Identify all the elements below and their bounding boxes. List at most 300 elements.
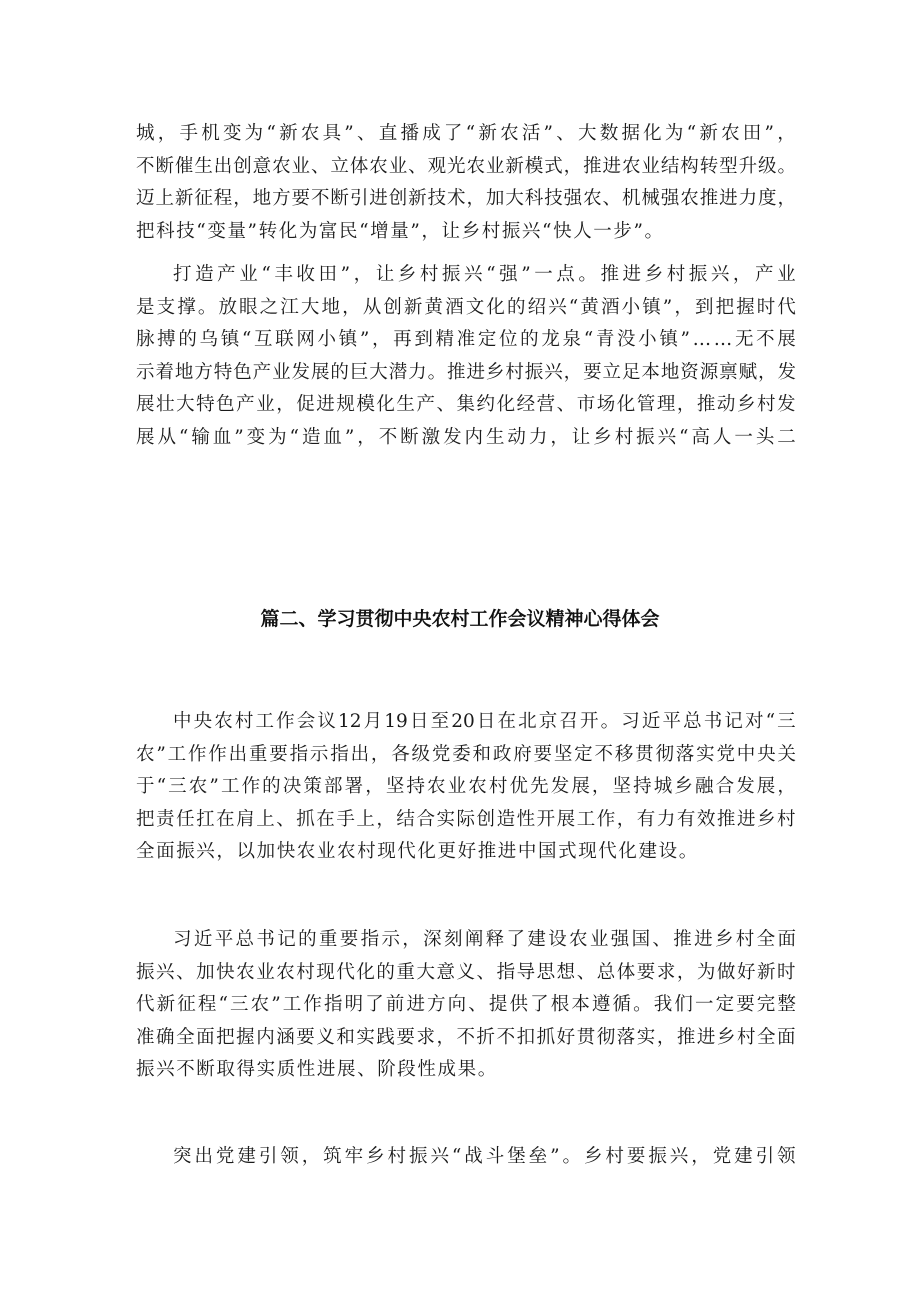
text-glyph: 到 — [694, 296, 714, 318]
text-glyph: 示 — [381, 929, 400, 950]
text-glyph: 撑 — [177, 296, 196, 318]
text-glyph: 青 — [595, 329, 615, 350]
text-glyph: 村 — [605, 1146, 624, 1167]
text-glyph: 19 — [384, 711, 408, 732]
text-glyph: 龙 — [541, 329, 560, 350]
text-glyph: 化 — [486, 296, 505, 318]
text-glyph: 根 — [550, 994, 570, 1015]
text-glyph: 、 — [652, 929, 671, 950]
text-glyph: 镇 — [642, 296, 661, 318]
text-glyph: 议 — [317, 711, 336, 732]
text-glyph: 重 — [318, 929, 338, 950]
text-glyph: 。 — [633, 994, 652, 1015]
text-glyph: 眼 — [239, 296, 258, 318]
text-glyph: 们 — [674, 994, 693, 1015]
text-glyph: 求 — [656, 961, 676, 983]
text-glyph: ， — [732, 264, 752, 285]
text-glyph: 新 — [699, 123, 718, 144]
text-glyph: 引 — [755, 1146, 775, 1167]
text-glyph: 党 — [712, 1146, 732, 1167]
text-glyph: 月 — [363, 711, 383, 732]
text-glyph: 地 — [174, 361, 194, 383]
text-glyph: 实 — [696, 743, 715, 765]
text-glyph: 乡 — [397, 264, 417, 285]
text-glyph: 着 — [155, 361, 174, 383]
text-glyph: 业 — [272, 361, 291, 383]
text-glyph: 工 — [167, 743, 187, 765]
text-glyph: 文 — [465, 296, 485, 318]
text-glyph: 产 — [236, 394, 255, 415]
text-line — [136, 1022, 796, 1055]
text-glyph: ， — [353, 264, 373, 285]
text-glyph: 工 — [220, 776, 240, 797]
text-glyph: 委 — [452, 743, 471, 765]
text-glyph: 推 — [583, 155, 602, 177]
text-line — [136, 357, 796, 390]
text-glyph: 面 — [777, 929, 796, 950]
text-glyph: 业 — [777, 264, 796, 285]
text-glyph: 变 — [246, 426, 266, 448]
text-glyph: 意 — [252, 155, 272, 177]
text-glyph: 、 — [476, 961, 496, 983]
text-glyph: 上 — [356, 808, 375, 830]
text-glyph: 不 — [496, 1026, 516, 1048]
text-glyph: “ — [765, 711, 776, 732]
text-glyph: 模 — [356, 394, 375, 415]
text-glyph: 特 — [196, 394, 215, 415]
text-glyph: 手 — [336, 808, 355, 830]
text-glyph: 。 — [427, 361, 447, 383]
text-glyph: 坚 — [553, 743, 573, 765]
text-glyph: 于 — [136, 776, 155, 797]
text-glyph: 的 — [330, 361, 349, 383]
text-line — [136, 989, 796, 1022]
text-glyph: 书 — [256, 929, 275, 950]
text-glyph: 本 — [641, 361, 660, 383]
text-glyph: 中 — [736, 743, 756, 765]
text-glyph: 脉 — [136, 329, 155, 350]
text-glyph: 据 — [621, 123, 640, 144]
text-glyph: 乡 — [366, 1146, 385, 1167]
text-glyph: 加 — [196, 961, 215, 983]
text-glyph: 了 — [530, 994, 549, 1015]
text-glyph: ， — [301, 1146, 321, 1167]
text-glyph: 农 — [272, 155, 291, 177]
text-glyph: 网 — [296, 329, 315, 350]
text-glyph: ， — [777, 188, 796, 209]
text-glyph: 。 — [600, 711, 620, 732]
text-glyph: 大 — [416, 961, 435, 983]
text-glyph: 有 — [636, 808, 656, 830]
text-glyph: 国 — [631, 929, 651, 950]
text-glyph: 村 — [614, 426, 634, 448]
text-glyph: 思 — [536, 961, 556, 983]
text-glyph: ， — [758, 361, 777, 383]
text-glyph: 合 — [715, 776, 735, 797]
text-glyph: 度 — [758, 188, 777, 209]
text-glyph: 构 — [680, 155, 699, 177]
text-glyph: 全 — [176, 1026, 195, 1048]
text-glyph: 展 — [136, 394, 155, 415]
text-glyph: 振 — [636, 426, 655, 448]
text-glyph: 深 — [423, 929, 442, 950]
text-glyph: ， — [563, 361, 583, 383]
text-glyph: 要 — [269, 743, 288, 765]
text-glyph: 收 — [296, 264, 315, 285]
text-glyph: 指 — [324, 994, 343, 1015]
text-glyph: “ — [241, 329, 252, 350]
text-glyph: 不 — [310, 188, 330, 209]
text-glyph: 的 — [506, 296, 526, 318]
text-glyph: 领 — [280, 1146, 299, 1167]
text-glyph: 创 — [388, 188, 408, 209]
text-line — [136, 739, 796, 772]
text-glyph: 乡 — [756, 808, 776, 830]
text-glyph: 实 — [636, 1026, 656, 1048]
text-glyph: 结 — [396, 808, 415, 830]
text-glyph: 推 — [699, 188, 719, 209]
text-glyph: 全 — [756, 1026, 776, 1048]
text-glyph: 突 — [173, 1146, 192, 1167]
text-glyph: 政 — [492, 743, 512, 765]
text-glyph: 创 — [476, 808, 496, 830]
text-glyph: 再 — [393, 329, 412, 350]
text-glyph: 出 — [228, 743, 248, 765]
text-glyph: 色 — [216, 394, 235, 415]
text-glyph: 决 — [282, 776, 302, 797]
text-glyph: 发 — [291, 361, 311, 383]
text-glyph: 促 — [296, 394, 315, 415]
text-glyph: “ — [261, 264, 271, 285]
text-glyph: 业 — [485, 155, 505, 177]
text-glyph: 不 — [136, 155, 155, 177]
text-glyph: 好 — [556, 1026, 576, 1048]
text-glyph: 结 — [660, 155, 680, 177]
text-glyph: ， — [233, 188, 252, 209]
text-glyph: 黄 — [580, 296, 599, 318]
text-glyph: 加 — [485, 188, 505, 209]
text-glyph: 乡 — [644, 264, 664, 285]
text-glyph: 在 — [216, 808, 235, 830]
text-glyph: 地 — [321, 296, 340, 318]
text-glyph: ” — [156, 743, 166, 765]
text-glyph: ， — [436, 1026, 455, 1048]
text-glyph: 前 — [385, 994, 405, 1015]
text-glyph: ， — [674, 296, 693, 318]
text-glyph: 集 — [456, 394, 476, 415]
text-glyph: 彻 — [596, 1026, 616, 1048]
text-glyph: ” — [340, 264, 351, 285]
text-glyph: 折 — [476, 1026, 496, 1048]
text-line: 把科技“变量”转化为富民“增量”，让乡村振兴“快人一步”。 — [136, 220, 665, 242]
text-glyph: 的 — [520, 329, 539, 350]
text-glyph: 化 — [356, 961, 375, 983]
text-glyph: 明 — [344, 994, 364, 1015]
text-glyph: ， — [402, 929, 421, 950]
text-glyph: 新 — [403, 296, 423, 318]
text-glyph: 业 — [447, 776, 467, 797]
text-glyph: ， — [276, 394, 295, 415]
text-glyph: 业 — [256, 394, 275, 415]
text-glyph: 握 — [736, 296, 755, 318]
text-glyph: 落 — [675, 743, 695, 765]
text-glyph: 兴 — [669, 1146, 689, 1167]
text-glyph: 业 — [239, 264, 258, 285]
text-glyph: 动 — [507, 426, 526, 448]
text-glyph: “ — [289, 426, 299, 448]
text-glyph: 的 — [262, 776, 281, 797]
text-glyph: ” — [764, 123, 774, 144]
text-glyph: 时 — [756, 296, 776, 318]
text-glyph: 振 — [136, 961, 155, 983]
text-glyph: 精 — [435, 329, 454, 350]
text-glyph: 管 — [636, 394, 656, 415]
text-glyph: 立 — [602, 361, 622, 383]
text-glyph: 理 — [656, 394, 676, 415]
text-glyph: 策 — [303, 776, 322, 797]
text-glyph: 展 — [777, 329, 796, 350]
text-glyph: ” — [359, 329, 370, 350]
text-glyph: ” — [521, 264, 531, 285]
text-glyph: 推 — [676, 1026, 696, 1048]
text-glyph: 定 — [715, 994, 735, 1015]
text-glyph: 提 — [488, 994, 508, 1015]
text-glyph: 发 — [777, 361, 796, 383]
text-glyph: 工 — [576, 808, 596, 830]
text-glyph: 定 — [477, 329, 497, 350]
text-glyph: 示 — [136, 361, 155, 383]
text-glyph: 农 — [214, 711, 233, 732]
text-line — [136, 183, 796, 216]
text-glyph: 责 — [156, 808, 175, 830]
text-glyph: ， — [676, 961, 696, 983]
text-glyph: 禀 — [719, 361, 738, 383]
text-glyph: 关 — [777, 743, 796, 765]
text-glyph: 进 — [696, 1026, 716, 1048]
text-glyph: 出 — [350, 743, 370, 765]
text-glyph: 抓 — [536, 1026, 556, 1048]
text-glyph: 源 — [699, 361, 719, 383]
text-line — [136, 957, 796, 990]
text-glyph: 内 — [464, 426, 484, 448]
text-glyph: 兴 — [156, 961, 175, 983]
text-glyph: 上 — [155, 188, 174, 209]
text-glyph: 、 — [468, 994, 487, 1015]
text-glyph: 营 — [536, 394, 556, 415]
text-glyph: 机 — [201, 123, 220, 144]
text-glyph: 联 — [275, 329, 294, 350]
text-glyph: 扛 — [196, 808, 215, 830]
text-glyph: 把 — [136, 808, 155, 830]
text-glyph: 大 — [369, 361, 388, 383]
text-glyph: 方 — [194, 361, 213, 383]
text-glyph: 人 — [712, 426, 732, 448]
text-glyph: 把 — [216, 1026, 235, 1048]
text-glyph: ， — [376, 808, 395, 830]
text-glyph: 到 — [414, 329, 433, 350]
text-glyph: 乡 — [714, 929, 734, 950]
text-glyph: 重 — [248, 743, 268, 765]
text-glyph: 强 — [660, 188, 680, 209]
text-glyph: 生 — [485, 426, 505, 448]
text-glyph: 贯 — [635, 743, 654, 765]
text-glyph: 断 — [400, 426, 419, 448]
text-line — [136, 118, 796, 151]
paragraph-party-building — [136, 1141, 796, 1174]
text-glyph: 田 — [742, 123, 762, 144]
text-glyph: 发 — [550, 776, 570, 797]
text-glyph: 、 — [556, 123, 575, 144]
text-glyph: 彻 — [655, 743, 674, 765]
text-glyph: 、 — [556, 394, 576, 415]
text-glyph: 血 — [323, 426, 342, 448]
text-glyph: 引 — [349, 188, 369, 209]
text-glyph: 书 — [703, 711, 723, 732]
text-glyph: 代 — [136, 994, 155, 1015]
text-glyph: 有 — [676, 808, 696, 830]
text-glyph: 业 — [388, 155, 408, 177]
text-glyph: 近 — [193, 929, 213, 950]
text-glyph: 乡 — [593, 426, 612, 448]
text-glyph: 际 — [456, 808, 476, 830]
text-glyph: 新 — [505, 155, 524, 177]
text-glyph: 堡 — [507, 1146, 526, 1167]
text-glyph: 发 — [736, 776, 755, 797]
text-glyph: 互 — [253, 329, 273, 350]
text-glyph: 进 — [622, 264, 642, 285]
text-glyph: 资 — [680, 361, 699, 383]
text-line — [136, 292, 796, 325]
text-glyph: 三 — [168, 776, 187, 797]
text-glyph: 新 — [478, 123, 497, 144]
text-glyph: 性 — [516, 808, 536, 830]
text-glyph: 农 — [369, 155, 388, 177]
text-line: 全面振兴，以加快农业农村现代化更好推进中国式现代化建设。 — [136, 841, 699, 862]
text-glyph: ， — [777, 123, 796, 144]
text-glyph: 创 — [383, 296, 402, 318]
text-glyph: 村 — [736, 1026, 756, 1048]
text-glyph: 式 — [544, 155, 563, 177]
text-glyph: 出 — [213, 155, 233, 177]
text-glyph: 牢 — [344, 1146, 364, 1167]
text-glyph: 引 — [258, 1146, 278, 1167]
text-glyph: 变 — [222, 123, 242, 144]
text-glyph: 进 — [694, 929, 713, 950]
text-glyph: 绍 — [527, 296, 547, 318]
text-glyph: 供 — [509, 994, 528, 1015]
text-glyph: 全 — [756, 929, 776, 950]
text-glyph: 为 — [244, 123, 264, 144]
text-glyph: 要 — [396, 1026, 415, 1048]
section-heading: 篇二、学习贯彻中央农村工作会议精神心得体会 — [260, 608, 660, 630]
text-glyph: 刻 — [443, 929, 463, 950]
text-glyph: 足 — [621, 361, 641, 383]
text-glyph: 署 — [344, 776, 364, 797]
text-glyph: 北 — [518, 711, 537, 732]
text-glyph: 振 — [688, 264, 708, 285]
text-glyph: 升 — [738, 155, 758, 177]
text-glyph: 各 — [391, 743, 410, 765]
text-glyph: 力 — [738, 188, 758, 209]
text-glyph: 化 — [376, 394, 395, 415]
text-glyph: 作 — [241, 776, 261, 797]
text-glyph: 创 — [233, 155, 252, 177]
text-glyph: 、 — [602, 188, 622, 209]
text-glyph: 要 — [296, 1026, 315, 1048]
text-glyph: 为 — [664, 123, 684, 144]
text-glyph: 振 — [648, 1146, 667, 1167]
text-glyph: 农 — [721, 123, 740, 144]
text-glyph: 战 — [464, 1146, 483, 1167]
text-glyph: 没 — [616, 329, 636, 350]
text-glyph: 设 — [548, 929, 567, 950]
text-glyph: 央 — [193, 711, 213, 732]
text-glyph: 农 — [427, 776, 446, 797]
text-glyph: 要 — [636, 961, 656, 983]
text-glyph: 强 — [499, 264, 518, 285]
text-glyph: 力 — [408, 361, 427, 383]
text-glyph: 泉 — [562, 329, 582, 350]
text-glyph: 业 — [589, 929, 609, 950]
text-glyph: 央 — [757, 743, 776, 765]
text-glyph: 村 — [777, 808, 796, 830]
text-glyph: 实 — [356, 1026, 375, 1048]
text-glyph: 头 — [755, 426, 775, 448]
text-glyph: ， — [691, 1146, 710, 1167]
text-glyph: 涵 — [276, 1026, 295, 1048]
text-glyph: 垒 — [528, 1146, 548, 1167]
text-glyph: ， — [591, 776, 611, 797]
text-line — [136, 324, 796, 357]
text-glyph: 重 — [396, 961, 415, 983]
text-glyph: 优 — [509, 776, 528, 797]
text-glyph: 本 — [571, 994, 590, 1015]
text-glyph: “ — [156, 776, 167, 797]
text-glyph: 化 — [616, 394, 636, 415]
text-glyph: ” — [234, 426, 244, 448]
text-glyph: 要 — [626, 1146, 646, 1167]
text-glyph: 械 — [641, 188, 660, 209]
text-glyph: 征 — [177, 994, 196, 1015]
text-glyph: 效 — [696, 808, 716, 830]
text-glyph: 新 — [156, 994, 176, 1015]
text-glyph: 抓 — [296, 808, 315, 830]
text-glyph: 肩 — [236, 808, 255, 830]
text-glyph: 光 — [447, 155, 466, 177]
text-glyph: 农 — [466, 155, 485, 177]
text-glyph: 乡 — [485, 361, 505, 383]
text-glyph: 上 — [256, 808, 275, 830]
text-glyph: 要 — [533, 743, 553, 765]
text-glyph: 、 — [176, 961, 195, 983]
text-glyph: 在 — [497, 711, 516, 732]
text-line — [136, 151, 796, 184]
text-glyph: 三 — [230, 994, 249, 1015]
text-glyph: 向 — [447, 994, 467, 1015]
text-glyph: 日 — [409, 711, 429, 732]
text-glyph: 循 — [612, 994, 632, 1015]
text-glyph: 准 — [136, 1026, 155, 1048]
text-glyph: 阐 — [464, 929, 484, 950]
text-glyph: 推 — [673, 929, 692, 950]
text-glyph: 展 — [556, 808, 576, 830]
text-glyph: 断 — [155, 155, 174, 177]
text-glyph: 和 — [336, 1026, 355, 1048]
text-glyph: 、 — [356, 123, 376, 144]
text-glyph: 作 — [276, 711, 295, 732]
text-glyph: ” — [543, 123, 554, 144]
text-glyph: 一 — [734, 426, 753, 448]
